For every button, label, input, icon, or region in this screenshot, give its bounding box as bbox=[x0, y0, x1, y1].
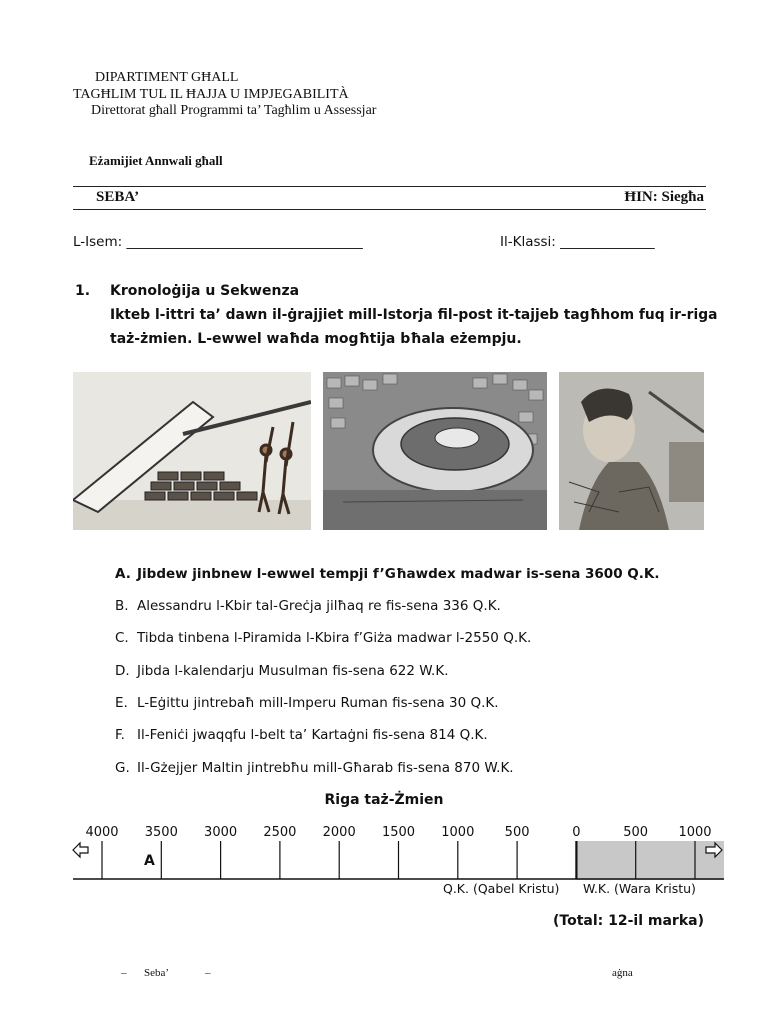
timeline-tick-label: 0 bbox=[572, 825, 581, 840]
alexander-mosaic-image bbox=[559, 372, 704, 530]
timeline-tick-label: 2000 bbox=[322, 825, 356, 840]
question-title: Kronoloġija u Sekwenza bbox=[110, 283, 300, 299]
event-item-f: F. Il-Feniċi jwaqqfu l-belt ta’ Kartaġni fis-sena 814 Q.K. bbox=[115, 727, 488, 743]
timeline-tick-label: 4000 bbox=[85, 825, 119, 840]
timeline-tick-label: 500 bbox=[623, 825, 649, 840]
exam-title: Eżamijiet Annwali għall bbox=[89, 153, 223, 168]
question-number: 1. bbox=[75, 283, 91, 299]
timeline-title: Riga taż-Żmien bbox=[324, 792, 444, 808]
timeline-tick-label: 3000 bbox=[204, 825, 238, 840]
timeline-tick-label: 1500 bbox=[381, 825, 416, 840]
timeline-tick-label: 3500 bbox=[144, 825, 178, 840]
time-allowed: ĦIN: Siegħa bbox=[624, 189, 704, 205]
ad-label: W.K. (Wara Kristu) bbox=[583, 881, 696, 896]
event-item-b: B. Alessandru l-Kbir tal-Greċja jilħaq re fis-sena 336 Q.K. bbox=[115, 598, 501, 614]
bottom-rule bbox=[73, 209, 706, 210]
instruction-line-2: taż-żmien. L-ewwel waħda mogħtija bħala eżempju. bbox=[110, 331, 522, 347]
name-field[interactable]: L-Isem: ___________________________________ bbox=[73, 234, 363, 250]
total-marks: (Total: 12-il marka) bbox=[553, 913, 704, 929]
footer-page: aġna bbox=[612, 967, 633, 979]
arrow-left-icon bbox=[73, 843, 88, 857]
department-line-2: TAGĦLIM TUL IL ĦAJJA U IMPJEGABILITÀ bbox=[73, 87, 349, 102]
timeline-tick-label: 2500 bbox=[263, 825, 297, 840]
instruction-line-1: Ikteb l-ittri ta’ dawn il-ġrajjiet mill-Istorja fil-post it-tajjeb tagħhom fuq ir-riga bbox=[110, 307, 718, 323]
event-item-d: D. Jibda l-kalendarju Musulman fis-sena 622 W.K. bbox=[115, 663, 449, 679]
ad-shaded-region bbox=[576, 841, 724, 880]
event-item-e: E. L-Eġittu jintrebaħ mill-Imperu Ruman fis-sena 30 Q.K. bbox=[115, 695, 499, 711]
subject-name: SEBA’ bbox=[96, 189, 140, 205]
department-line: DIPARTIMENT GĦALL bbox=[95, 70, 239, 85]
directorate-line: Direttorat għall Programmi ta’ Tagħlim u Assessjar bbox=[91, 103, 377, 118]
class-field[interactable]: Il-Klassi: ______________ bbox=[500, 234, 655, 250]
footer-dash-right: – bbox=[205, 967, 211, 979]
top-rule bbox=[73, 186, 706, 187]
timeline-tick-labels bbox=[0, 825, 768, 841]
carthage-harbour-illustration bbox=[323, 372, 547, 530]
timeline-tick-label: 500 bbox=[504, 825, 530, 840]
footer-dash-left: – bbox=[121, 967, 127, 979]
event-item-a: A. Jibdew jinbnew l-ewwel tempji f’Għawdex madwar is-sena 3600 Q.K. bbox=[115, 566, 660, 582]
timeline-tick-label: 1000 bbox=[441, 825, 475, 840]
timeline-tick-label: 1000 bbox=[678, 825, 712, 840]
event-item-g: G. Il-Gżejjer Maltin jintrebħu mill-Għarab fis-sena 870 W.K. bbox=[115, 760, 514, 776]
event-item-c: C. Tibda tinbena l-Piramida l-Kbira f’Giża madwar l-2550 Q.K. bbox=[115, 630, 532, 646]
bc-label: Q.K. (Qabel Kristu) bbox=[443, 881, 560, 896]
footer-subject: Seba’ bbox=[144, 967, 170, 979]
timeline-example-letter: A bbox=[144, 853, 155, 869]
temple-building-illustration bbox=[73, 372, 311, 530]
